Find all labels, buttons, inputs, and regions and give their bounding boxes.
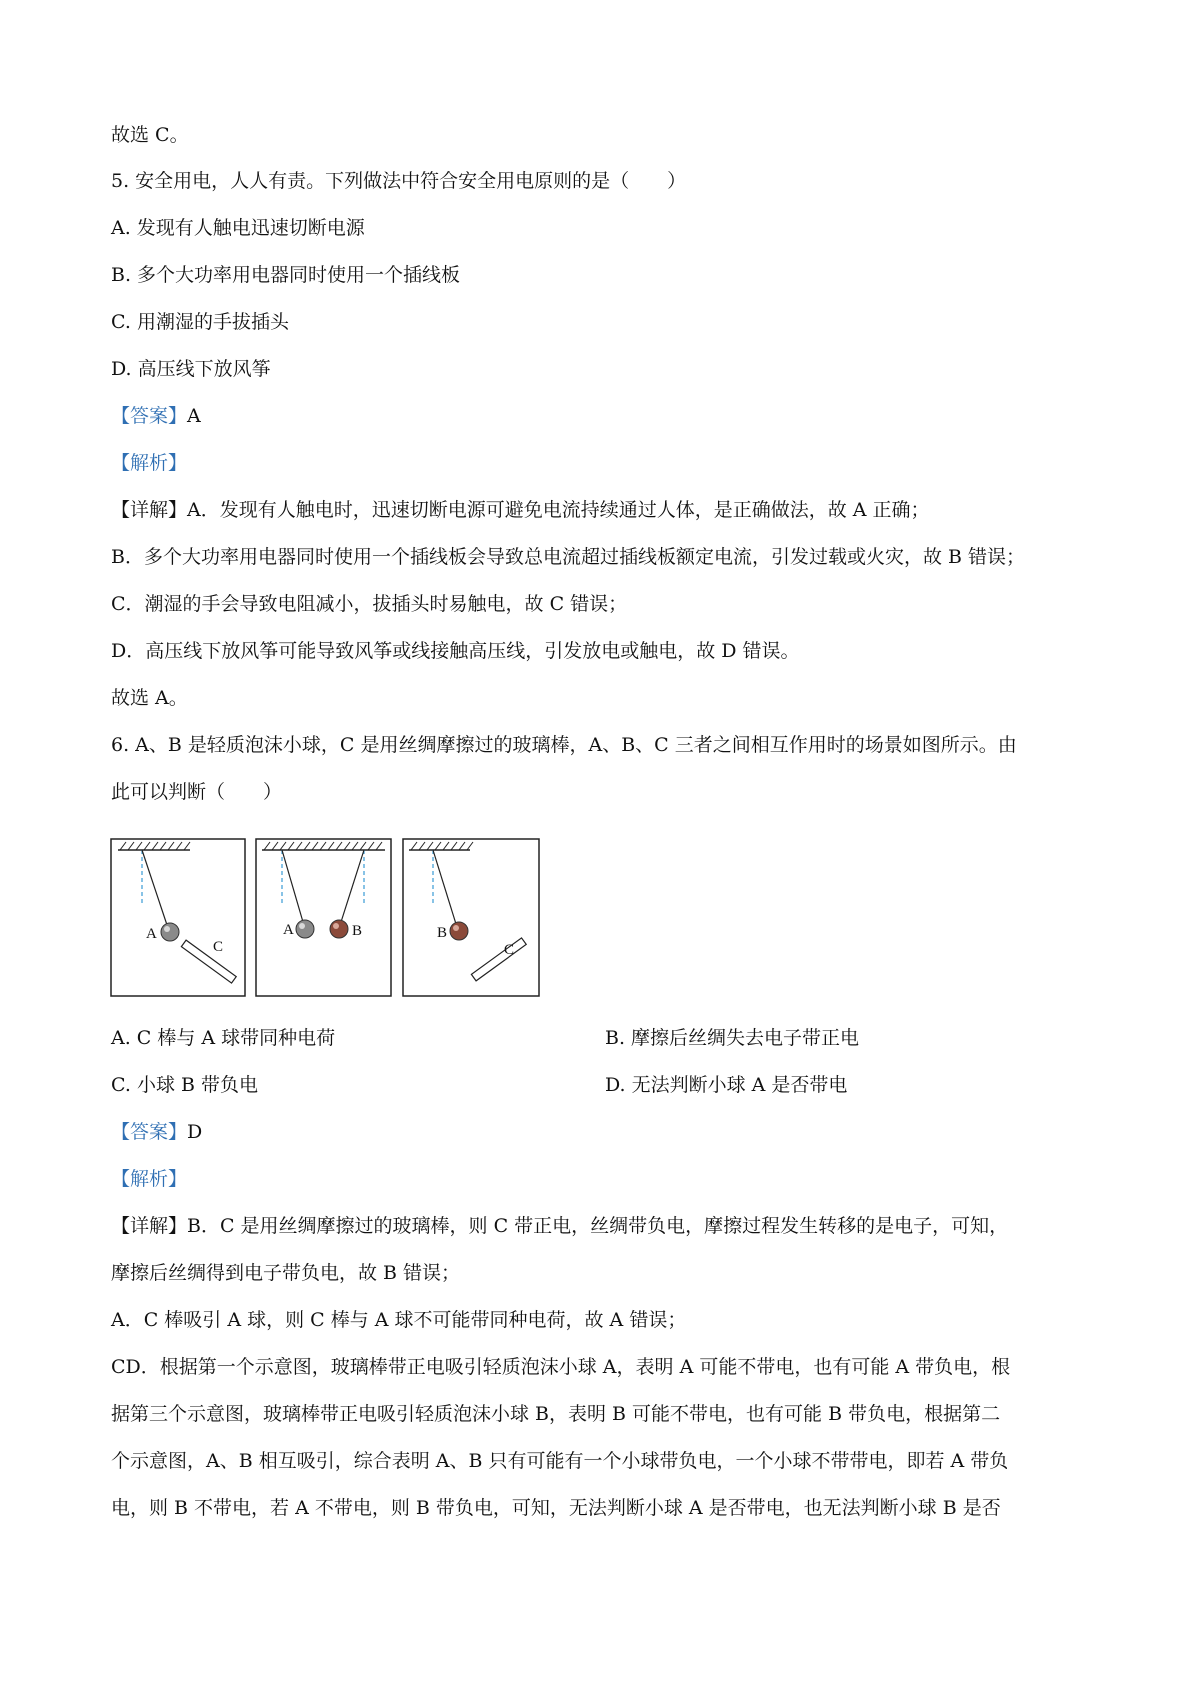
- figure-panel-1: [111, 839, 245, 996]
- q5-option-a: A. 发现有人触电迅速切断电源: [111, 217, 365, 239]
- ball-a: [161, 923, 179, 941]
- q6-option-d: D. 无法判断小球 A 是否带电: [605, 1074, 848, 1096]
- q6-detail-line: 摩擦后丝绸得到电子带负电，故 B 错误；: [111, 1262, 461, 1284]
- q6-detail-line: CD．根据第一个示意图，玻璃棒带正电吸引轻质泡沫小球 A，表明 A 可能不带电，也有可能 A 带负电，根: [111, 1356, 1011, 1378]
- q6-answer: [111, 1119, 202, 1145]
- q5-detail-line: D．高压线下放风筝可能导致风筝或线接触高压线，引发放电或触电，故 D 错误。: [111, 640, 800, 662]
- q5-detail-line: 【详解】A．发现有人触电时，迅速切断电源可避免电流持续通过人体，是正确做法，故 A 正确；: [111, 499, 930, 521]
- answer-value: D: [187, 1121, 203, 1143]
- label-rod-c: C: [504, 942, 515, 958]
- text-line: 故选 C。: [111, 124, 189, 146]
- q5-detail-line: C．潮湿的手会导致电阻减小，拔插头时易触电，故 C 错误；: [111, 593, 628, 615]
- q5-option-d: D. 高压线下放风筝: [111, 358, 271, 380]
- glass-rod-c: [181, 940, 236, 983]
- q6-detail-line: 个示意图，A、B 相互吸引，综合表明 A、B 只有可能有一个小球带负电，一个小球不带带电，即若 A 带负: [111, 1450, 1009, 1472]
- figure-panel-2: [256, 839, 391, 996]
- q6-option-b: B. 摩擦后丝绸失去电子带正电: [605, 1027, 860, 1049]
- q5-option-c: C. 用潮湿的手拔插头: [111, 311, 289, 333]
- answer-tag: 【答案】: [111, 1121, 188, 1143]
- label-ball-a: A: [283, 922, 294, 938]
- glass-rod-c: [471, 938, 526, 981]
- q6-analysis-tag: 【解析】: [111, 1168, 188, 1190]
- question-6-stem-cont: 此可以判断（ ）: [111, 781, 283, 803]
- q6-detail-line: 据第三个示意图，玻璃棒带正电吸引轻质泡沫小球 B，表明 B 可能不带电，也有可能 B 带负电，根据第二: [111, 1403, 1001, 1425]
- q5-answer: [111, 403, 201, 429]
- q5-final: 故选 A。: [111, 687, 188, 709]
- label-ball-b: B: [352, 923, 363, 939]
- q6-figure: [110, 838, 542, 998]
- ball-b: [450, 922, 468, 940]
- ball-a: [296, 920, 314, 938]
- question-6-stem: 6. A、B 是轻质泡沫小球，C 是用丝绸摩擦过的玻璃棒，A、B、C 三者之间相互作用时的场景如图所示。由: [111, 734, 1017, 756]
- q6-detail-line: 【详解】B．C 是用丝绸摩擦过的玻璃棒，则 C 带正电，丝绸带负电，摩擦过程发生转移的是电子，可知，: [111, 1215, 1009, 1237]
- label-ball-b: B: [437, 925, 448, 941]
- q5-detail-line: B．多个大功率用电器同时使用一个插线板会导致总电流超过插线板额定电流，引发过载或火灾，故 B 错误；: [111, 546, 1026, 568]
- answer-value: A: [187, 405, 201, 427]
- label-ball-a: A: [146, 926, 157, 942]
- answer-tag: 【答案】: [111, 405, 188, 427]
- q6-figure-svg: [110, 838, 542, 998]
- q6-option-c: C. 小球 B 带负电: [111, 1074, 258, 1096]
- ball-b: [330, 920, 348, 938]
- q5-analysis-tag: 【解析】: [111, 452, 188, 474]
- label-rod-c: C: [213, 939, 224, 955]
- figure-panel-3: [403, 839, 539, 996]
- question-5-stem: 5. 安全用电，人人有责。下列做法中符合安全用电原则的是（ ）: [111, 170, 687, 192]
- q6-option-a: A. C 棒与 A 球带同种电荷: [111, 1027, 336, 1049]
- q5-option-b: B. 多个大功率用电器同时使用一个插线板: [111, 264, 461, 286]
- q6-detail-line: A．C 棒吸引 A 球，则 C 棒与 A 球不可能带同种电荷，故 A 错误；: [111, 1309, 687, 1331]
- q6-detail-line: 电，则 B 不带电，若 A 不带电，则 B 带负电，可知，无法判断小球 A 是否带电，也无法判断小球 B 是否: [111, 1497, 1001, 1519]
